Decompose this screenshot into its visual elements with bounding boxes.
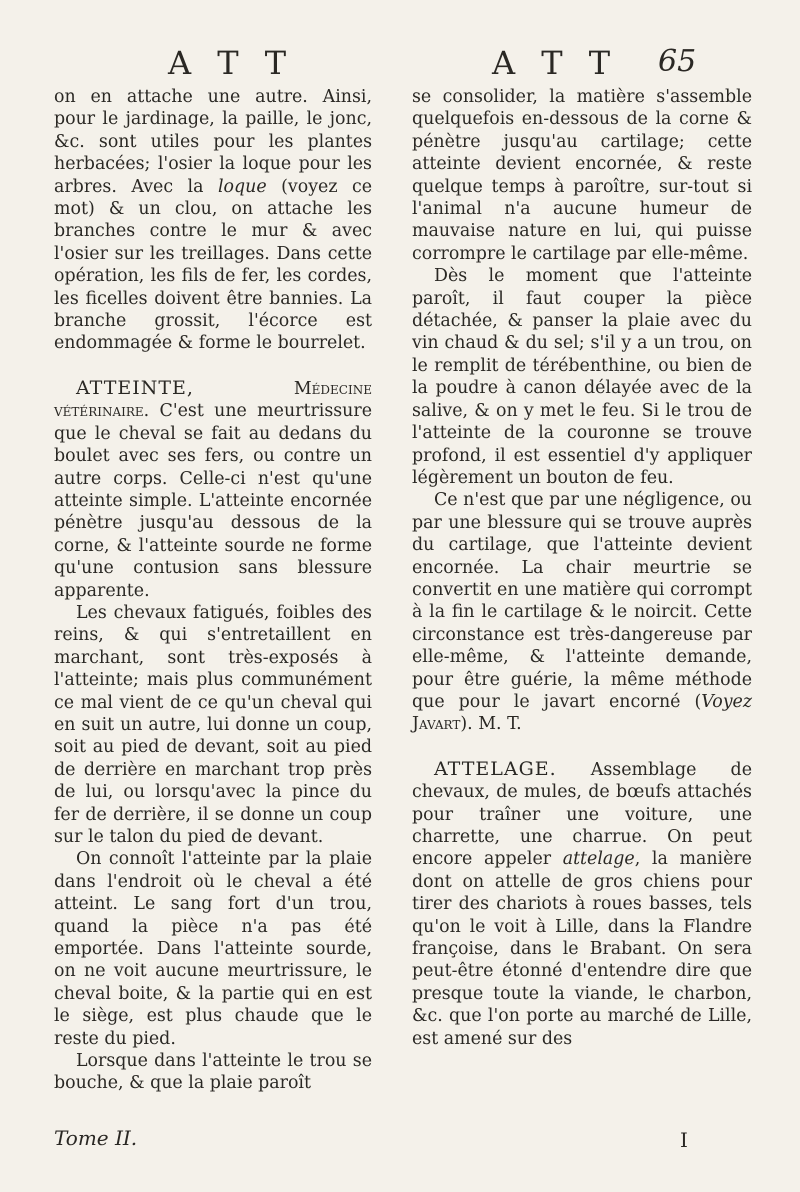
- text-run: ). M. T.: [460, 714, 522, 735]
- running-header: [0, 44, 800, 84]
- right-column: [412, 86, 752, 1050]
- loque-term: loque: [217, 176, 267, 197]
- text-run: on en attache une autre. Ainsi, pour le jardinage, la paille, le jonc, &c. sont utiles pour les plantes herbacées; l'osier la loque pour les arbres. Avec la: [54, 87, 372, 197]
- text-run: Assemblage de chevaux, de mules, de bœufs attachés pour traîner une voiture, une charrette, une charrue. On peut encore appeler: [412, 759, 752, 870]
- entry-attelage: [412, 758, 752, 1050]
- page-number: 65: [658, 44, 697, 79]
- paragraph-attache: [54, 86, 372, 355]
- entry-subject: Médecine vétérinaire.: [54, 378, 372, 422]
- volume-label: Tome II.: [54, 1126, 138, 1150]
- paragraph-negligence: [412, 489, 752, 735]
- text-run: C'est une meurtrissure que le cheval se fait au dedans du boulet avec ses fers, ou contre un autre corps. Celle-ci n'est qu'une atteinte simple. L'atteinte encornée pénètre jusqu'au dessous de la corne, & l'atteinte sourde ne forme qu'une contusion sans blessure apparente.: [54, 401, 372, 601]
- text-run: , la manière dont on attelle de gros chiens pour tirer des chariots à roues basses, tels qu'on le voit à Lille, dans la Flandre françoise, dans le Brabant. On sera peut-être étonné d'entendre dire que presque toute la viande, le charbon, &c. que l'on porte au marché de Lille, est amené sur des: [412, 849, 752, 1049]
- javart-reference: Javart: [412, 714, 461, 735]
- paragraph-consolider: se consolider, la matière s'assemble quelquefois en-dessous de la corne & pénètre jusqu'au cartilage; cette atteinte devient encornée, & reste quelque temps à paroître, sur-tout si l'animal n'a aucune humeur de mauvaise nature en lui, qui puisse corrompre le cartilage par elle-même.: [412, 87, 752, 264]
- right-running-head: A T T: [492, 44, 619, 82]
- text-run: (voyez ce mot) & un clou, on attache les branches contre le mur & avec l'osier sur les treillages. Dans cette opération, les fils de fer, les cordes, les ficelles doivent être bannies. La branche grossit, l'écorce est endommagée & forme le bourrelet.: [54, 176, 372, 354]
- paragraph-chevaux: Les chevaux fatigués, foibles des reins, & qui s'entretaillent en marchant, sont très-exposés à l'atteinte; mais plus communément ce mal vient de ce qu'un cheval qui en suit un autre, lui donne un coup, soit au pied de devant, soit au pied de derrière en marchant trop près de lui, ou lorsqu'avec la pince du fer de derrière, il se donne un coup sur le talon du pied de devant.: [54, 602, 372, 847]
- entry-atteinte: [54, 377, 372, 602]
- paragraph-moment: Dès le moment que l'atteinte paroît, il faut couper la pièce détachée, & panser la plaie avec du vin chaud & du sel; s'il y a un trou, on le remplit de térébenthine, ou bien de la poudre à canon délayée avec de la salive, & on y met le feu. Si le trou de l'atteinte de la couronne se trouve profond, il est essentiel d'y appliquer légèrement un bouton de feu.: [412, 266, 752, 488]
- paragraph-lorsque: Lorsque dans l'atteinte le trou se bouche, & que la plaie paroît: [54, 1051, 372, 1094]
- entry-headword: ATTEINTE,: [76, 376, 194, 399]
- attelage-term: attelage: [562, 849, 635, 870]
- entry-headword: ATTELAGE.: [434, 757, 557, 780]
- signature-mark: I: [680, 1128, 688, 1152]
- voyez-reference: Voyez: [701, 691, 752, 712]
- text-run: Ce n'est que par une négligence, ou par une blessure qui se trouve auprès du cartilage, que l'atteinte devient encornée. La chair meurtrie se convertit en une matière qui corrompt à la fin le cartilage & le noircit. Cette circonstance est très-dangereuse par elle-même, & l'atteinte demande, pour être guérie, la même méthode que pour le javart encorné (: [412, 490, 752, 712]
- left-column: [54, 86, 372, 1095]
- paragraph-connoit: On connoît l'atteinte par la plaie dans l'endroit où le cheval a été atteint. Le sang fort d'un trou, quand la pièce n'a pas été emportée. Dans l'atteinte sourde, on ne voit aucune meurtrissure, le cheval boite, & la partie qui en est le siège, est plus chaude que le reste du pied.: [54, 849, 372, 1049]
- left-running-head: A T T: [168, 44, 295, 82]
